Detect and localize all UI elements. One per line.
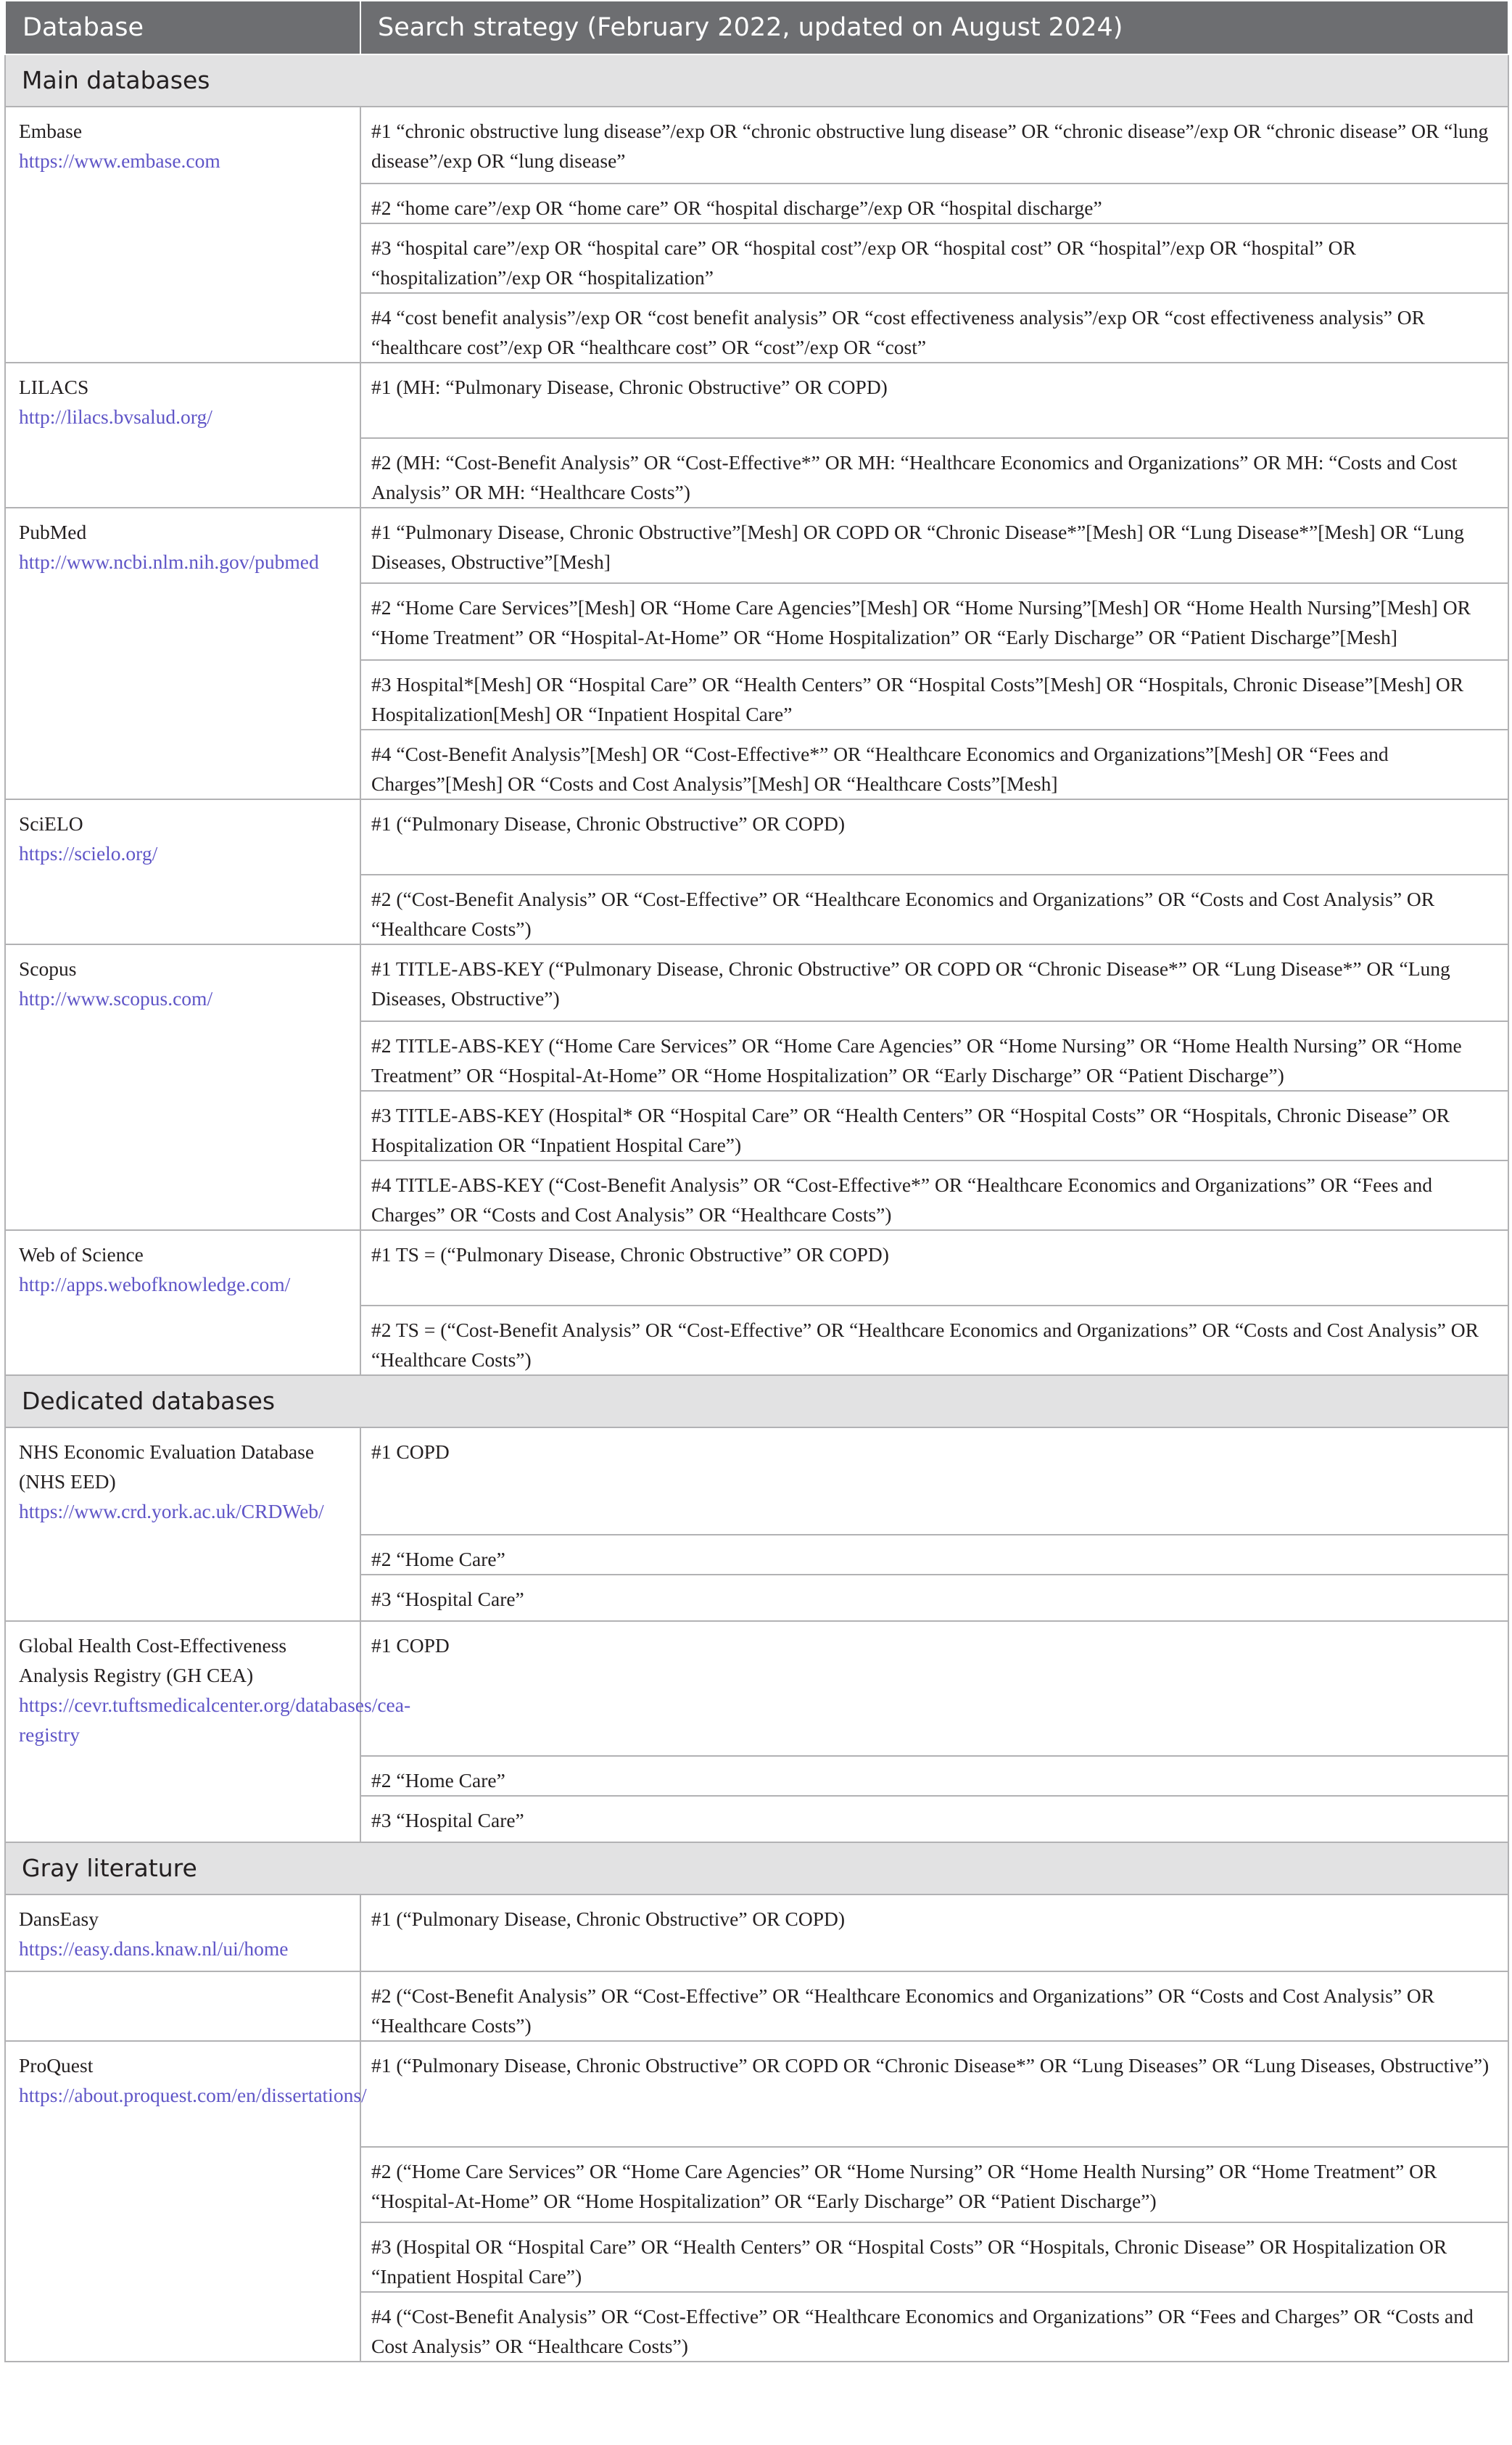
search-query-cell: #2 (“Cost-Benefit Analysis” OR “Cost-Effective” OR “Healthcare Economics and Organizations” OR “Costs and Cost Analysis” OR “Healthcare Costs”) [360,1971,1508,2041]
search-query-cell: #2 (“Cost-Benefit Analysis” OR “Cost-Effective” OR “Healthcare Economics and Organizations” OR “Costs and Cost Analysis” OR “Healthcare Costs”) [360,875,1508,944]
database-name: SciELO [19,812,83,835]
table-header [5,1,1508,54]
table-row [5,1621,1508,1756]
search-query-cell: #2 (MH: “Cost-Benefit Analysis” OR “Cost-Effective*” OR MH: “Healthcare Economics and Organizations” OR MH: “Costs and Cost Analysis” OR MH: “Healthcare Costs”) [360,438,1508,508]
table-row [5,2041,1508,2147]
table-row [5,1971,1508,2041]
header-search-strategy: Search strategy (February 2022, updated on August 2024) [360,1,1508,54]
table-row [5,1230,1508,1306]
database-name: Global Health Cost-Effectiveness Analysis Registry (GH CEA) [19,1634,287,1686]
database-cell [5,1971,360,2041]
database-cell [5,1427,360,1621]
section-header-row [5,1375,1508,1427]
database-name: Embase [19,120,83,142]
search-query-cell: #1 “Pulmonary Disease, Chronic Obstructive”[Mesh] OR COPD OR “Chronic Disease*”[Mesh] OR “Lung Disease*”[Mesh] OR “Lung Diseases, Obstructive”[Mesh] [360,508,1508,583]
search-query-cell: #1 “chronic obstructive lung disease”/exp OR “chronic obstructive lung disease” OR “chronic disease”/exp OR “chronic disease” OR “lung disease”/exp OR “lung disease” [360,107,1508,184]
table-row [5,363,1508,438]
database-cell [5,2041,367,2362]
database-cell [5,363,360,508]
database-url-link[interactable]: http://lilacs.bvsalud.org/ [19,405,212,428]
search-query-cell: #1 COPD [360,1427,1508,1535]
search-query-cell: #4 TITLE-ABS-KEY (“Cost-Benefit Analysis” OR “Cost-Effective*” OR “Healthcare Economics and Organizations” OR “Fees and Charges” OR “Costs and Cost Analysis” OR “Healthcare Costs”) [360,1160,1508,1230]
search-query-cell: #2 “Home Care” [360,1535,1508,1575]
header-row [5,1,1508,54]
table-row [5,508,1508,583]
database-cell [5,508,360,799]
database-url-link[interactable]: https://scielo.org/ [19,842,158,865]
database-url-link[interactable]: https://cevr.tuftsmedicalcenter.org/databases/cea-registry [19,1694,411,1746]
database-cell [5,1230,360,1375]
search-query-cell: #3 “Hospital Care” [360,1796,1508,1842]
section-header-row [5,1842,1508,1894]
search-query-cell: #3 Hospital*[Mesh] OR “Hospital Care” OR “Health Centers” OR “Hospital Costs”[Mesh] OR “Hospitals, Chronic Disease”[Mesh] OR Hospitalization[Mesh] OR “Inpatient Hospital Care” [360,660,1508,730]
database-cell [5,944,360,1230]
database-url-link[interactable]: http://www.scopus.com/ [19,987,213,1010]
search-query-cell: #2 “Home Care Services”[Mesh] OR “Home Care Agencies”[Mesh] OR “Home Nursing”[Mesh] OR “Home Health Nursing”[Mesh] OR “Home Treatment” OR “Hospital-At-Home” OR “Home Hospitalization” OR “Early Discharge” OR “Patient Discharge”[Mesh] [360,583,1508,660]
search-query-cell: #1 (“Pulmonary Disease, Chronic Obstructive” OR COPD OR “Chronic Disease*” OR “Lung Diseases” OR “Lung Diseases, Obstructive”) [360,2041,1508,2147]
search-query-cell: #1 COPD [360,1621,1508,1756]
search-query-cell: #4 “cost benefit analysis”/exp OR “cost benefit analysis” OR “cost effectiveness analysis”/exp OR “cost effectiveness analysis” OR “healthcare cost”/exp OR “healthcare cost” OR “cost”/exp OR “cost” [360,293,1508,363]
search-query-cell: #1 (“Pulmonary Disease, Chronic Obstructive” OR COPD) [360,1894,1508,1971]
search-strategy-table [4,0,1509,2362]
search-query-cell: #4 “Cost-Benefit Analysis”[Mesh] OR “Cost-Effective*” OR “Healthcare Economics and Organizations”[Mesh] OR “Fees and Charges”[Mesh] OR “Costs and Cost Analysis”[Mesh] OR “Healthcare Costs”[Mesh] [360,730,1508,799]
search-query-cell: #1 (MH: “Pulmonary Disease, Chronic Obstructive” OR COPD) [360,363,1508,438]
database-url-link[interactable]: https://www.embase.com [19,149,220,172]
search-query-cell: #2 TS = (“Cost-Benefit Analysis” OR “Cost-Effective” OR “Healthcare Economics and Organizations” OR “Costs and Cost Analysis” OR “Healthcare Costs”) [360,1306,1508,1375]
section-header-row [5,54,1508,107]
database-cell [5,799,360,944]
database-name: DansEasy [19,1908,99,1930]
database-cell [5,107,360,363]
database-url-link[interactable]: https://about.proquest.com/en/dissertations/ [19,2084,367,2106]
search-query-cell: #1 TITLE-ABS-KEY (“Pulmonary Disease, Chronic Obstructive” OR COPD OR “Chronic Disease*” OR “Lung Disease*” OR “Lung Diseases, Obstructive”) [360,944,1508,1021]
search-query-cell: #4 (“Cost-Benefit Analysis” OR “Cost-Effective” OR “Healthcare Economics and Organizations” OR “Fees and Charges” OR “Costs and Cost Analysis” OR “Healthcare Costs”) [360,2292,1508,2362]
search-query-cell: #3 TITLE-ABS-KEY (Hospital* OR “Hospital Care” OR “Health Centers” OR “Hospital Costs” OR “Hospitals, Chronic Disease” OR Hospitalization OR “Inpatient Hospital Care”) [360,1091,1508,1160]
table-row [5,107,1508,184]
database-name: Web of Science [19,1243,144,1266]
search-query-cell: #2 (“Home Care Services” OR “Home Care Agencies” OR “Home Nursing” OR “Home Health Nursing” OR “Home Treatment” OR “Hospital-At-Home” OR “Home Hospitalization” OR “Early Discharge” OR “Patient Discharge”) [360,2147,1508,2222]
table-row [5,1427,1508,1535]
database-url-link[interactable]: http://apps.webofknowledge.com/ [19,1273,291,1295]
table-row [5,944,1508,1021]
database-name: Scopus [19,957,77,980]
search-query-cell: #2 TITLE-ABS-KEY (“Home Care Services” OR “Home Care Agencies” OR “Home Nursing” OR “Home Health Nursing” OR “Home Treatment” OR “Hospital-At-Home” OR “Home Hospitalization” OR “Early Discharge” OR “Patient Discharge”) [360,1021,1508,1091]
table-row [5,1894,1508,1971]
section-title: Main databases [5,54,1508,107]
search-query-cell: #3 (Hospital OR “Hospital Care” OR “Health Centers” OR “Hospital Costs” OR “Hospitals, Chronic Disease” OR Hospitalization OR “Inpatient Hospital Care”) [360,2222,1508,2292]
search-strategy-table-container [4,0,1508,2362]
header-database: Database [5,1,360,54]
database-url-link[interactable]: https://www.crd.york.ac.uk/CRDWeb/ [19,1500,324,1522]
database-url-link[interactable]: https://easy.dans.knaw.nl/ui/home [19,1937,289,1960]
table-row [5,799,1508,875]
search-query-cell: #3 “Hospital Care” [360,1575,1508,1621]
database-url-link[interactable]: http://www.ncbi.nlm.nih.gov/pubmed [19,551,319,573]
section-title: Dedicated databases [5,1375,1508,1427]
database-cell [5,1894,360,1971]
database-name: PubMed [19,521,87,543]
search-query-cell: #1 TS = (“Pulmonary Disease, Chronic Obstructive” OR COPD) [360,1230,1508,1306]
section-title: Gray literature [5,1842,1508,1894]
table-body [5,54,1508,2362]
search-query-cell: #2 “Home Care” [360,1756,1508,1796]
database-name: NHS Economic Evaluation Database (NHS EED) [19,1440,315,1493]
search-query-cell: #1 (“Pulmonary Disease, Chronic Obstructive” OR COPD) [360,799,1508,875]
search-query-cell: #3 “hospital care”/exp OR “hospital care” OR “hospital cost”/exp OR “hospital cost” OR “hospital”/exp OR “hospital” OR “hospitalization”/exp OR “hospitalization” [360,223,1508,293]
database-name: ProQuest [19,2054,94,2077]
database-name: LILACS [19,376,89,398]
search-query-cell: #2 “home care”/exp OR “home care” OR “hospital discharge”/exp OR “hospital discharge” [360,184,1508,223]
